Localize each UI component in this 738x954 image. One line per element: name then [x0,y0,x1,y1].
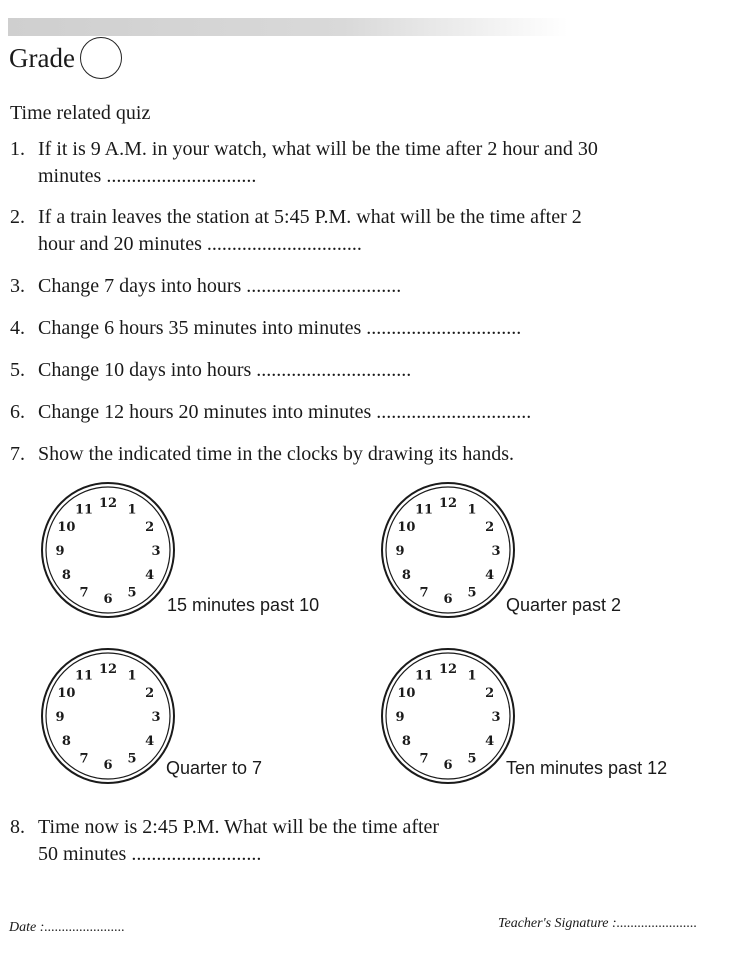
date-field: Date :....................... [9,920,125,935]
clock-number-7: 7 [419,585,429,601]
clock-number-3: 3 [491,544,501,559]
question-8 [10,814,718,868]
clock-number-4: 4 [145,568,155,583]
question-7 [10,441,718,468]
question-1 [10,136,718,190]
question-4 [10,315,718,342]
clock-number-7: 7 [79,585,89,601]
answer-line: 50 minutes .......................... [38,843,262,865]
clock-number-11: 11 [414,668,434,684]
question-text: Change 12 hours 20 minutes into minutes ............................... [38,401,532,423]
clock-number-7: 7 [419,751,429,767]
clock-number-3: 3 [491,710,501,725]
question-3 [10,273,718,300]
clock-number-12: 12 [438,662,458,677]
header-bar [8,18,568,36]
clock-number-1: 1 [127,668,137,684]
question-text: If a train leaves the station at 5:45 P.M. what will be the time after 2 [38,206,582,228]
clock-number-8: 8 [61,568,71,583]
clock-caption: 15 minutes past 10 [167,595,320,615]
clock-number-9: 9 [55,544,65,559]
answer-line: hour and 20 minutes ............................... [38,233,362,255]
clock-number-10: 10 [397,686,416,701]
clock-number-8: 8 [401,568,411,583]
clock-number-8: 8 [401,734,411,749]
clock-number-12: 12 [438,496,458,511]
clock-number-2: 2 [145,686,155,701]
clock-number-5: 5 [467,751,477,767]
question-text: Time now is 2:45 P.M. What will be the time after [38,816,440,838]
clock-number-2: 2 [485,520,495,535]
question-number: 3. [10,275,25,297]
question-2 [10,204,718,258]
clock-number-1: 1 [467,668,477,684]
clock-face[interactable] [40,647,176,785]
clock-caption: Ten minutes past 12 [506,758,668,778]
question-text: Change 6 hours 35 minutes into minutes ............................... [38,317,522,339]
clock-number-2: 2 [145,520,155,535]
clock-number-6: 6 [443,758,453,773]
question-5 [10,357,718,384]
grade-label: Grade [9,42,75,73]
clock-number-8: 8 [61,734,71,749]
question-number: 8. [10,816,25,838]
clock-number-4: 4 [485,734,495,749]
clock-face[interactable] [380,647,516,785]
clock-number-3: 3 [151,710,161,725]
quiz-title: Time related quiz [10,102,151,124]
question-number: 4. [10,317,25,339]
grade-circle [80,37,122,79]
clock-number-9: 9 [395,710,405,725]
clock-number-4: 4 [145,734,155,749]
clock-number-9: 9 [55,710,65,725]
clock-number-1: 1 [467,502,477,518]
question-text: If it is 9 A.M. in your watch, what will be the time after 2 hour and 30 [38,138,598,160]
clock-number-4: 4 [485,568,495,583]
question-6 [10,399,718,426]
clock-number-9: 9 [395,544,405,559]
question-text: Show the indicated time in the clocks by drawing its hands. [38,443,515,465]
answer-line: minutes .............................. [38,165,257,187]
clock-number-5: 5 [467,585,477,601]
clock-caption: Quarter to 7 [166,758,263,778]
clock-number-5: 5 [127,585,137,601]
clock-caption: Quarter past 2 [506,595,622,615]
clock-number-6: 6 [103,758,113,773]
clock-number-10: 10 [57,520,76,535]
clock-number-12: 12 [98,662,118,677]
clock-number-12: 12 [98,496,118,511]
clock-number-7: 7 [79,751,89,767]
clock-face[interactable] [380,481,516,619]
teacher-signature-field: Teacher's Signature :....................... [498,916,698,931]
clock-number-10: 10 [397,520,416,535]
clock-number-5: 5 [127,751,137,767]
question-text: Change 10 days into hours ............................... [38,359,412,381]
clock-number-3: 3 [151,544,161,559]
clock-number-11: 11 [74,502,94,518]
clock-face[interactable] [40,481,176,619]
clock-number-11: 11 [74,668,94,684]
question-number: 5. [10,359,25,381]
question-text: Change 7 days into hours ............................... [38,275,402,297]
question-number: 7. [10,443,25,465]
clock-number-11: 11 [414,502,434,518]
clock-number-6: 6 [443,592,453,607]
grade-row [9,36,122,80]
question-number: 2. [10,206,25,228]
clock-number-6: 6 [103,592,113,607]
question-number: 1. [10,138,25,160]
clock-number-10: 10 [57,686,76,701]
question-number: 6. [10,401,25,423]
clock-number-2: 2 [485,686,495,701]
clock-number-1: 1 [127,502,137,518]
